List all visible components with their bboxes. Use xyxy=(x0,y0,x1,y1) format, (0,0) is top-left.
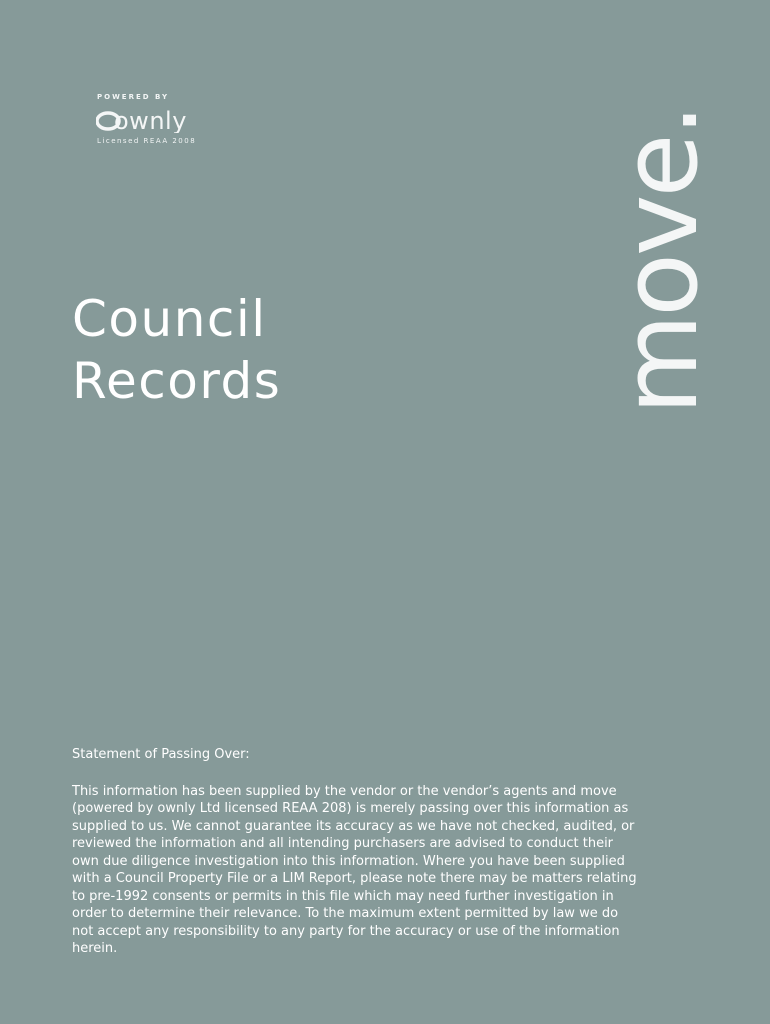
statement-line: not accept any responsibility to any party for the accuracy or use of the information xyxy=(72,923,620,939)
ownly-logo-icon xyxy=(96,103,216,133)
statement-line: herein. xyxy=(72,941,118,956)
statement-body xyxy=(72,783,712,958)
powered-by-label: POWERED BY xyxy=(97,93,170,101)
move-wordmark: move. xyxy=(599,106,721,415)
statement-line: own due diligence investigation into this information. Where you have been supplied xyxy=(72,853,625,869)
statement-line: with a Council Property File or a LIM Report, please note there may be matters relating xyxy=(72,871,637,886)
statement-line: This information has been supplied by the vendor or the vendor’s agents and move xyxy=(72,783,617,799)
statement-line: (powered by ownly Ltd licensed REAA 208) is merely passing over this information as xyxy=(72,801,629,816)
license-label: Licensed REAA 2008 xyxy=(97,137,197,145)
statement-heading: Statement of Passing Over: xyxy=(72,747,250,762)
page-title-line-1: Council xyxy=(72,290,267,348)
ownly-logo xyxy=(96,93,236,153)
statement-of-passing-over xyxy=(72,746,712,958)
statement-line: to pre-1992 consents or permits in this file which may need further investigation in xyxy=(72,888,614,904)
statement-line: order to determine their relevance. To the maximum extent permitted by law we do xyxy=(72,906,619,921)
statement-line: reviewed the information and all intending purchasers are advised to conduct their xyxy=(72,836,614,851)
statement-line: supplied to us. We cannot guarantee its accuracy as we have not checked, audited, or xyxy=(72,818,635,834)
ownly-wordmark: ownly xyxy=(114,107,187,133)
page-title-line-2: Records xyxy=(72,352,282,410)
page-title xyxy=(72,288,281,412)
